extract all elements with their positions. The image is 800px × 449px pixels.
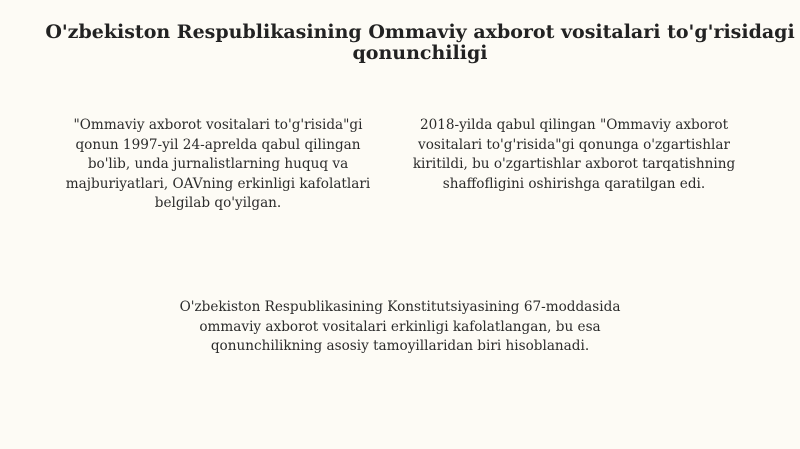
paragraph-oav-law-amendments-2018: 2018-yilda qabul qilingan "Ommaviy axborot vositalari to'g'risida"gi qonunga o'zgartishlar kiritildi, bu o'zgartishlar axborot tarqatishning shaffofligini oshirishga qaratilgan edi. <box>412 117 736 192</box>
paragraph-oav-law-1997: "Ommaviy axborot vositalari to'g'risida"gi qonun 1997-yil 24-aprelda qabul qilingan bo'lib, unda jurnalistlarning huquq va majburiyatlari, OAVning erkinligi kafolatlari belgilab qo'yilgan. <box>65 117 371 211</box>
page-title: O'zbekiston Respublikasining Ommaviy axborot vositalari to'g'risidagi qonunchiligi <box>45 21 795 64</box>
paragraph-constitution-article-67: O'zbekiston Respublikasining Konstitutsiyasining 67-moddasida ommaviy axborot vositalari erkinligi kafolatlangan, bu esa qonunchilikning asosiy tamoyillaridan biri hisoblanadi. <box>179 299 621 354</box>
